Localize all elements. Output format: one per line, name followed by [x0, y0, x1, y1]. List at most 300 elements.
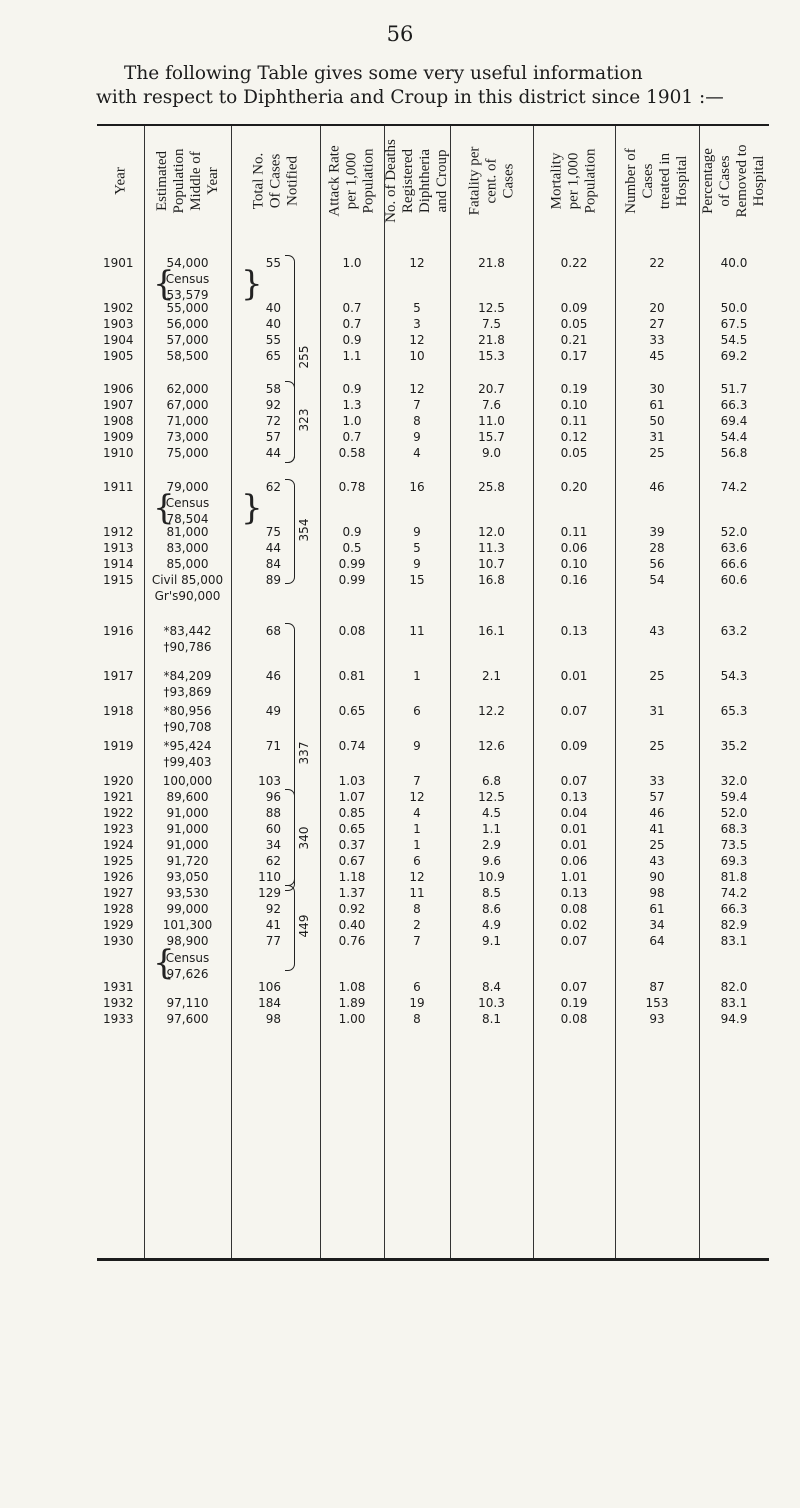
cell-percentage: 52.0	[720, 525, 748, 539]
cell-population-alt: †90,708	[163, 720, 212, 734]
table-row	[97, 805, 769, 821]
cell-notified: 71	[265, 739, 281, 753]
cell-population: 98,900	[166, 934, 209, 948]
cell-fatality: 25.8	[478, 480, 505, 494]
cell-fatality: 7.5	[481, 317, 502, 331]
cell-deaths: 9	[413, 430, 421, 444]
cell-attack-rate: 0.40	[338, 918, 366, 932]
cell-hospital: 33	[649, 774, 665, 788]
column-header-attack-rate	[320, 128, 384, 234]
cell-mortality: 0.07	[560, 934, 588, 948]
cell-mortality: 0.09	[560, 739, 588, 753]
cell-percentage: 54.3	[720, 669, 748, 683]
cell-deaths: 12	[409, 382, 425, 396]
cell-percentage: 74.2	[720, 480, 748, 494]
cell-deaths: 3	[413, 317, 421, 331]
cell-hospital: 87	[649, 980, 665, 994]
cell-deaths: 12	[409, 256, 425, 270]
cell-hospital: 31	[649, 704, 665, 718]
cell-deaths: 6	[413, 980, 421, 994]
table-row	[97, 703, 769, 719]
cell-population: 100,000	[162, 774, 213, 788]
cell-hospital: 28	[649, 541, 665, 555]
table-row	[97, 933, 769, 949]
column-header-notified	[231, 128, 320, 234]
cell-year: 1905	[103, 349, 134, 363]
cell-mortality: 0.07	[560, 980, 588, 994]
cell-hospital: 31	[649, 430, 665, 444]
column-header-label: Year	[112, 167, 128, 195]
cell-year: 1913	[103, 541, 134, 555]
cell-year: 1908	[103, 414, 134, 428]
intro-line-1: The following Table gives some very useful information	[124, 63, 643, 84]
cell-notified: 84	[265, 557, 281, 571]
cell-attack-rate: 1.18	[338, 870, 366, 884]
cell-notified: 65	[265, 349, 281, 363]
cell-attack-rate: 0.5	[342, 541, 362, 555]
cell-fatality: 12.0	[478, 525, 505, 539]
column-header-mortality	[533, 128, 615, 234]
cell-notified: 57	[265, 430, 281, 444]
cell-mortality: 0.02	[560, 918, 588, 932]
cell-mortality: 0.04	[560, 806, 588, 820]
cell-notified: 41	[265, 918, 281, 932]
cell-attack-rate: 0.67	[338, 854, 366, 868]
cell-year: 1902	[103, 301, 134, 315]
cell-fatality: 8.5	[481, 886, 502, 900]
cell-mortality: 0.13	[560, 790, 588, 804]
cell-deaths: 1	[413, 838, 421, 852]
cell-hospital: 46	[649, 480, 665, 494]
cell-hospital: 90	[649, 870, 665, 884]
cell-fatality: 4.5	[481, 806, 502, 820]
cell-fatality: 15.7	[478, 430, 505, 444]
cell-deaths: 9	[413, 557, 421, 571]
table-row	[97, 556, 769, 572]
table-row	[97, 668, 769, 684]
column-divider	[699, 126, 700, 1258]
cell-year: 1922	[103, 806, 134, 820]
cell-mortality: 0.10	[560, 398, 588, 412]
cell-year: 1914	[103, 557, 134, 571]
cell-hospital: 46	[649, 806, 665, 820]
cell-hospital: 25	[649, 669, 665, 683]
cell-population: 101,300	[162, 918, 213, 932]
cell-percentage: 54.4	[720, 430, 748, 444]
cell-hospital: 39	[649, 525, 665, 539]
cell-notified: 46	[265, 669, 281, 683]
cell-notified: 98	[265, 1012, 281, 1026]
table-row	[97, 773, 769, 789]
cell-fatality: 12.6	[478, 739, 505, 753]
cell-fatality: 16.1	[478, 624, 505, 638]
cell-attack-rate: 0.37	[338, 838, 366, 852]
cell-deaths: 5	[413, 541, 421, 555]
table-row	[97, 821, 769, 837]
table-row	[97, 885, 769, 901]
cell-deaths: 12	[409, 333, 425, 347]
cell-attack-rate: 0.65	[338, 704, 366, 718]
table-row	[97, 738, 769, 754]
table-row	[97, 1011, 769, 1027]
cell-year: 1925	[103, 854, 134, 868]
cell-deaths: 12	[409, 790, 425, 804]
cell-hospital: 61	[649, 902, 665, 916]
cell-population-alt: †93,869	[163, 685, 212, 699]
cell-hospital: 64	[649, 934, 665, 948]
cell-mortality: 0.13	[560, 886, 588, 900]
table-row	[97, 572, 769, 588]
table-row	[97, 995, 769, 1011]
column-divider	[615, 126, 616, 1258]
cell-fatality: 2.9	[481, 838, 502, 852]
cell-percentage: 40.0	[720, 256, 748, 270]
cell-fatality: 7.6	[481, 398, 502, 412]
cell-hospital: 33	[649, 333, 665, 347]
column-header-label: No. of Deaths Registered Diphtheria and Croup	[383, 139, 450, 223]
cell-percentage: 50.0	[720, 301, 748, 315]
cell-population: 83,000	[166, 541, 209, 555]
cell-year: 1929	[103, 918, 134, 932]
cell-percentage: 69.4	[720, 414, 748, 428]
cell-attack-rate: 0.9	[342, 333, 362, 347]
cell-fatality: 9.0	[481, 446, 502, 460]
column-divider	[384, 126, 385, 1258]
cell-percentage: 51.7	[720, 382, 748, 396]
cell-year: 1920	[103, 774, 134, 788]
cell-percentage: 66.3	[720, 398, 748, 412]
cell-deaths: 7	[413, 398, 421, 412]
cell-notified: 110	[258, 870, 281, 884]
column-header-label: Number of Cases treated in Hospital	[623, 148, 690, 214]
cell-deaths: 1	[413, 669, 421, 683]
cell-notified: 34	[265, 838, 281, 852]
cell-attack-rate: 1.0	[342, 256, 362, 270]
cell-hospital: 20	[649, 301, 665, 315]
group-bracket	[285, 381, 295, 463]
cell-percentage: 94.9	[720, 1012, 748, 1026]
cell-mortality: 0.11	[560, 525, 588, 539]
cell-deaths: 6	[413, 704, 421, 718]
cell-percentage: 56.8	[720, 446, 748, 460]
census-brace-icon: {	[153, 264, 175, 304]
cell-year: 1932	[103, 996, 134, 1010]
cell-notified: 49	[265, 704, 281, 718]
cell-notified: 106	[258, 980, 281, 994]
cell-population: 58,500	[166, 349, 209, 363]
cell-mortality: 0.13	[560, 624, 588, 638]
table-row	[97, 837, 769, 853]
cell-population: *84,209	[163, 669, 212, 683]
cell-mortality: 0.08	[560, 1012, 588, 1026]
cell-population-alt: †90,786	[163, 640, 212, 654]
table-row	[97, 853, 769, 869]
column-header-label: Percentage of Cases Removed to Hospital	[700, 144, 767, 218]
cell-percentage: 82.0	[720, 980, 748, 994]
table-row	[97, 255, 769, 271]
cell-hospital: 54	[649, 573, 665, 587]
cell-percentage: 54.5	[720, 333, 748, 347]
cell-hospital: 45	[649, 349, 665, 363]
column-header-year	[97, 128, 144, 234]
cell-population: *83,442	[163, 624, 212, 638]
cell-population: 73,000	[166, 430, 209, 444]
census-value: 53,579	[166, 288, 209, 302]
group-total: 255	[297, 345, 311, 369]
cell-mortality: 0.06	[560, 854, 588, 868]
cell-year: 1927	[103, 886, 134, 900]
table-row	[97, 540, 769, 556]
cell-mortality: 0.12	[560, 430, 588, 444]
cell-population: 67,000	[166, 398, 209, 412]
cell-attack-rate: 0.74	[338, 739, 366, 753]
cell-population-alt: Gr's90,000	[154, 589, 221, 603]
table-row	[97, 869, 769, 885]
cell-attack-rate: 0.99	[338, 557, 366, 571]
cell-attack-rate: 0.9	[342, 525, 362, 539]
cell-year: 1910	[103, 446, 134, 460]
cell-percentage: 67.5	[720, 317, 748, 331]
group-total: 323	[297, 408, 311, 432]
cell-notified: 96	[265, 790, 281, 804]
cell-deaths: 8	[413, 414, 421, 428]
cell-year: 1918	[103, 704, 134, 718]
cell-population: 79,000	[166, 480, 209, 494]
cell-mortality: 0.01	[560, 822, 588, 836]
cell-population: *80,956	[163, 704, 212, 718]
cell-deaths: 11	[409, 886, 425, 900]
cell-deaths: 8	[413, 902, 421, 916]
table-row	[97, 445, 769, 461]
cell-notified: 62	[265, 480, 281, 494]
cell-notified: 44	[265, 541, 281, 555]
cell-attack-rate: 0.76	[338, 934, 366, 948]
cell-fatality: 11.3	[478, 541, 505, 555]
cell-hospital: 153	[645, 996, 669, 1010]
column-header-percentage	[699, 128, 769, 234]
cell-deaths: 8	[413, 1012, 421, 1026]
cell-attack-rate: 0.85	[338, 806, 366, 820]
census-brace-icon: {	[153, 943, 175, 983]
cell-percentage: 83.1	[720, 996, 748, 1010]
cell-mortality: 0.05	[560, 446, 588, 460]
cell-mortality: 0.19	[560, 382, 588, 396]
cell-attack-rate: 0.7	[342, 317, 362, 331]
cell-deaths: 11	[409, 624, 425, 638]
cell-percentage: 74.2	[720, 886, 748, 900]
group-bracket	[285, 789, 295, 891]
cell-fatality: 10.9	[478, 870, 505, 884]
census-label: Census	[165, 496, 210, 510]
cell-hospital: 56	[649, 557, 665, 571]
census-label: Census	[165, 951, 210, 965]
cell-fatality: 8.1	[481, 1012, 502, 1026]
cell-attack-rate: 1.0	[342, 414, 362, 428]
cell-percentage: 69.3	[720, 854, 748, 868]
cell-population-alt: †99,403	[163, 755, 212, 769]
cell-year: 1903	[103, 317, 134, 331]
cell-notified: 40	[265, 301, 281, 315]
group-total: 449	[297, 914, 311, 938]
cell-deaths: 4	[413, 806, 421, 820]
diphtheria-croup-table	[97, 124, 769, 1262]
cell-year: 1909	[103, 430, 134, 444]
table-row	[97, 901, 769, 917]
cell-deaths: 7	[413, 934, 421, 948]
cell-mortality: 0.16	[560, 573, 588, 587]
intro-paragraph	[96, 62, 756, 110]
cell-deaths: 2	[413, 918, 421, 932]
cell-hospital: 93	[649, 1012, 665, 1026]
cell-year: 1904	[103, 333, 134, 347]
cell-mortality: 0.17	[560, 349, 588, 363]
cell-year: 1924	[103, 838, 134, 852]
cell-mortality: 0.01	[560, 838, 588, 852]
cell-population: 97,110	[166, 996, 209, 1010]
cell-fatality: 6.8	[481, 774, 502, 788]
cell-attack-rate: 0.7	[342, 301, 362, 315]
cell-percentage: 60.6	[720, 573, 748, 587]
cell-fatality: 8.4	[481, 980, 502, 994]
cell-population: 85,000	[166, 557, 209, 571]
cell-population: 91,000	[166, 806, 209, 820]
cell-fatality: 9.1	[481, 934, 502, 948]
cell-fatality: 11.0	[478, 414, 505, 428]
table-row	[97, 429, 769, 445]
cell-notified: 77	[265, 934, 281, 948]
cell-notified: 129	[258, 886, 281, 900]
table-row	[97, 348, 769, 364]
cell-attack-rate: 0.65	[338, 822, 366, 836]
cell-percentage: 52.0	[720, 806, 748, 820]
cell-hospital: 25	[649, 446, 665, 460]
cell-population: 54,000	[166, 256, 209, 270]
cell-year: 1921	[103, 790, 134, 804]
cell-attack-rate: 0.9	[342, 382, 362, 396]
cell-hospital: 30	[649, 382, 665, 396]
cell-deaths: 6	[413, 854, 421, 868]
cell-percentage: 69.2	[720, 349, 748, 363]
cell-notified: 92	[265, 902, 281, 916]
cell-notified: 184	[258, 996, 281, 1010]
cell-attack-rate: 0.99	[338, 573, 366, 587]
cell-percentage: 66.3	[720, 902, 748, 916]
column-divider	[320, 126, 321, 1258]
cell-year: 1933	[103, 1012, 134, 1026]
cell-population: 89,600	[166, 790, 209, 804]
cell-hospital: 25	[649, 838, 665, 852]
cell-mortality: 0.07	[560, 704, 588, 718]
cell-population: 91,000	[166, 838, 209, 852]
cell-fatality: 9.6	[481, 854, 502, 868]
cell-year: 1928	[103, 902, 134, 916]
census-label: Census	[165, 272, 210, 286]
cell-deaths: 10	[409, 349, 425, 363]
cell-attack-rate: 0.7	[342, 430, 362, 444]
table-row	[97, 917, 769, 933]
cell-mortality: 0.20	[560, 480, 588, 494]
cell-deaths: 9	[413, 739, 421, 753]
cell-notified: 62	[265, 854, 281, 868]
cell-attack-rate: 0.92	[338, 902, 366, 916]
group-bracket	[285, 885, 295, 971]
cell-fatality: 4.9	[481, 918, 502, 932]
cell-population: 56,000	[166, 317, 209, 331]
cell-attack-rate: 1.07	[338, 790, 366, 804]
cell-population: 81,000	[166, 525, 209, 539]
cell-notified: 58	[265, 382, 281, 396]
cell-deaths: 15	[409, 573, 425, 587]
cell-hospital: 43	[649, 624, 665, 638]
column-header-label: Attack Rate per 1,000 Population	[326, 145, 377, 217]
cell-fatality: 15.3	[478, 349, 505, 363]
group-bracket	[285, 479, 295, 584]
cell-percentage: 35.2	[720, 739, 748, 753]
cell-fatality: 10.7	[478, 557, 505, 571]
cell-population: 57,000	[166, 333, 209, 347]
cell-mortality: 0.10	[560, 557, 588, 571]
column-header-hospital	[615, 128, 699, 234]
cell-percentage: 81.8	[720, 870, 748, 884]
cell-fatality: 10.3	[478, 996, 505, 1010]
census-close-brace-icon: }	[241, 488, 263, 528]
census-value: 78,504	[166, 512, 209, 526]
cell-attack-rate: 1.03	[338, 774, 366, 788]
cell-notified: 88	[265, 806, 281, 820]
cell-deaths: 7	[413, 774, 421, 788]
column-divider	[231, 126, 232, 1258]
cell-year: 1917	[103, 669, 134, 683]
cell-hospital: 57	[649, 790, 665, 804]
cell-percentage: 32.0	[720, 774, 748, 788]
cell-population: 62,000	[166, 382, 209, 396]
table-top-rule	[97, 124, 769, 126]
cell-notified: 55	[265, 256, 281, 270]
cell-population: 75,000	[166, 446, 209, 460]
cell-population: 99,000	[166, 902, 209, 916]
cell-attack-rate: 0.78	[338, 480, 366, 494]
cell-notified: 89	[265, 573, 281, 587]
column-divider	[533, 126, 534, 1258]
cell-mortality: 0.05	[560, 317, 588, 331]
cell-population: 55,000	[166, 301, 209, 315]
cell-hospital: 43	[649, 854, 665, 868]
cell-attack-rate: 1.00	[338, 1012, 366, 1026]
cell-hospital: 34	[649, 918, 665, 932]
group-total: 340	[297, 826, 311, 850]
cell-year: 1919	[103, 739, 134, 753]
cell-hospital: 98	[649, 886, 665, 900]
cell-percentage: 82.9	[720, 918, 748, 932]
table-row	[97, 479, 769, 495]
cell-hospital: 61	[649, 398, 665, 412]
cell-notified: 44	[265, 446, 281, 460]
cell-fatality: 16.8	[478, 573, 505, 587]
cell-population: *95,424	[163, 739, 212, 753]
column-header-label: Mortality per 1,000 Population	[548, 148, 599, 214]
cell-year: 1930	[103, 934, 134, 948]
page-number: 56	[386, 22, 414, 46]
cell-mortality: 0.21	[560, 333, 588, 347]
column-header-label: Total No. Of Cases Notified	[250, 152, 300, 210]
cell-deaths: 4	[413, 446, 421, 460]
cell-population: 93,530	[166, 886, 209, 900]
cell-notified: 72	[265, 414, 281, 428]
cell-fatality: 8.6	[481, 902, 502, 916]
cell-fatality: 20.7	[478, 382, 505, 396]
column-header-label: Estimated Population Middle of Year	[153, 148, 221, 214]
cell-mortality: 0.08	[560, 902, 588, 916]
